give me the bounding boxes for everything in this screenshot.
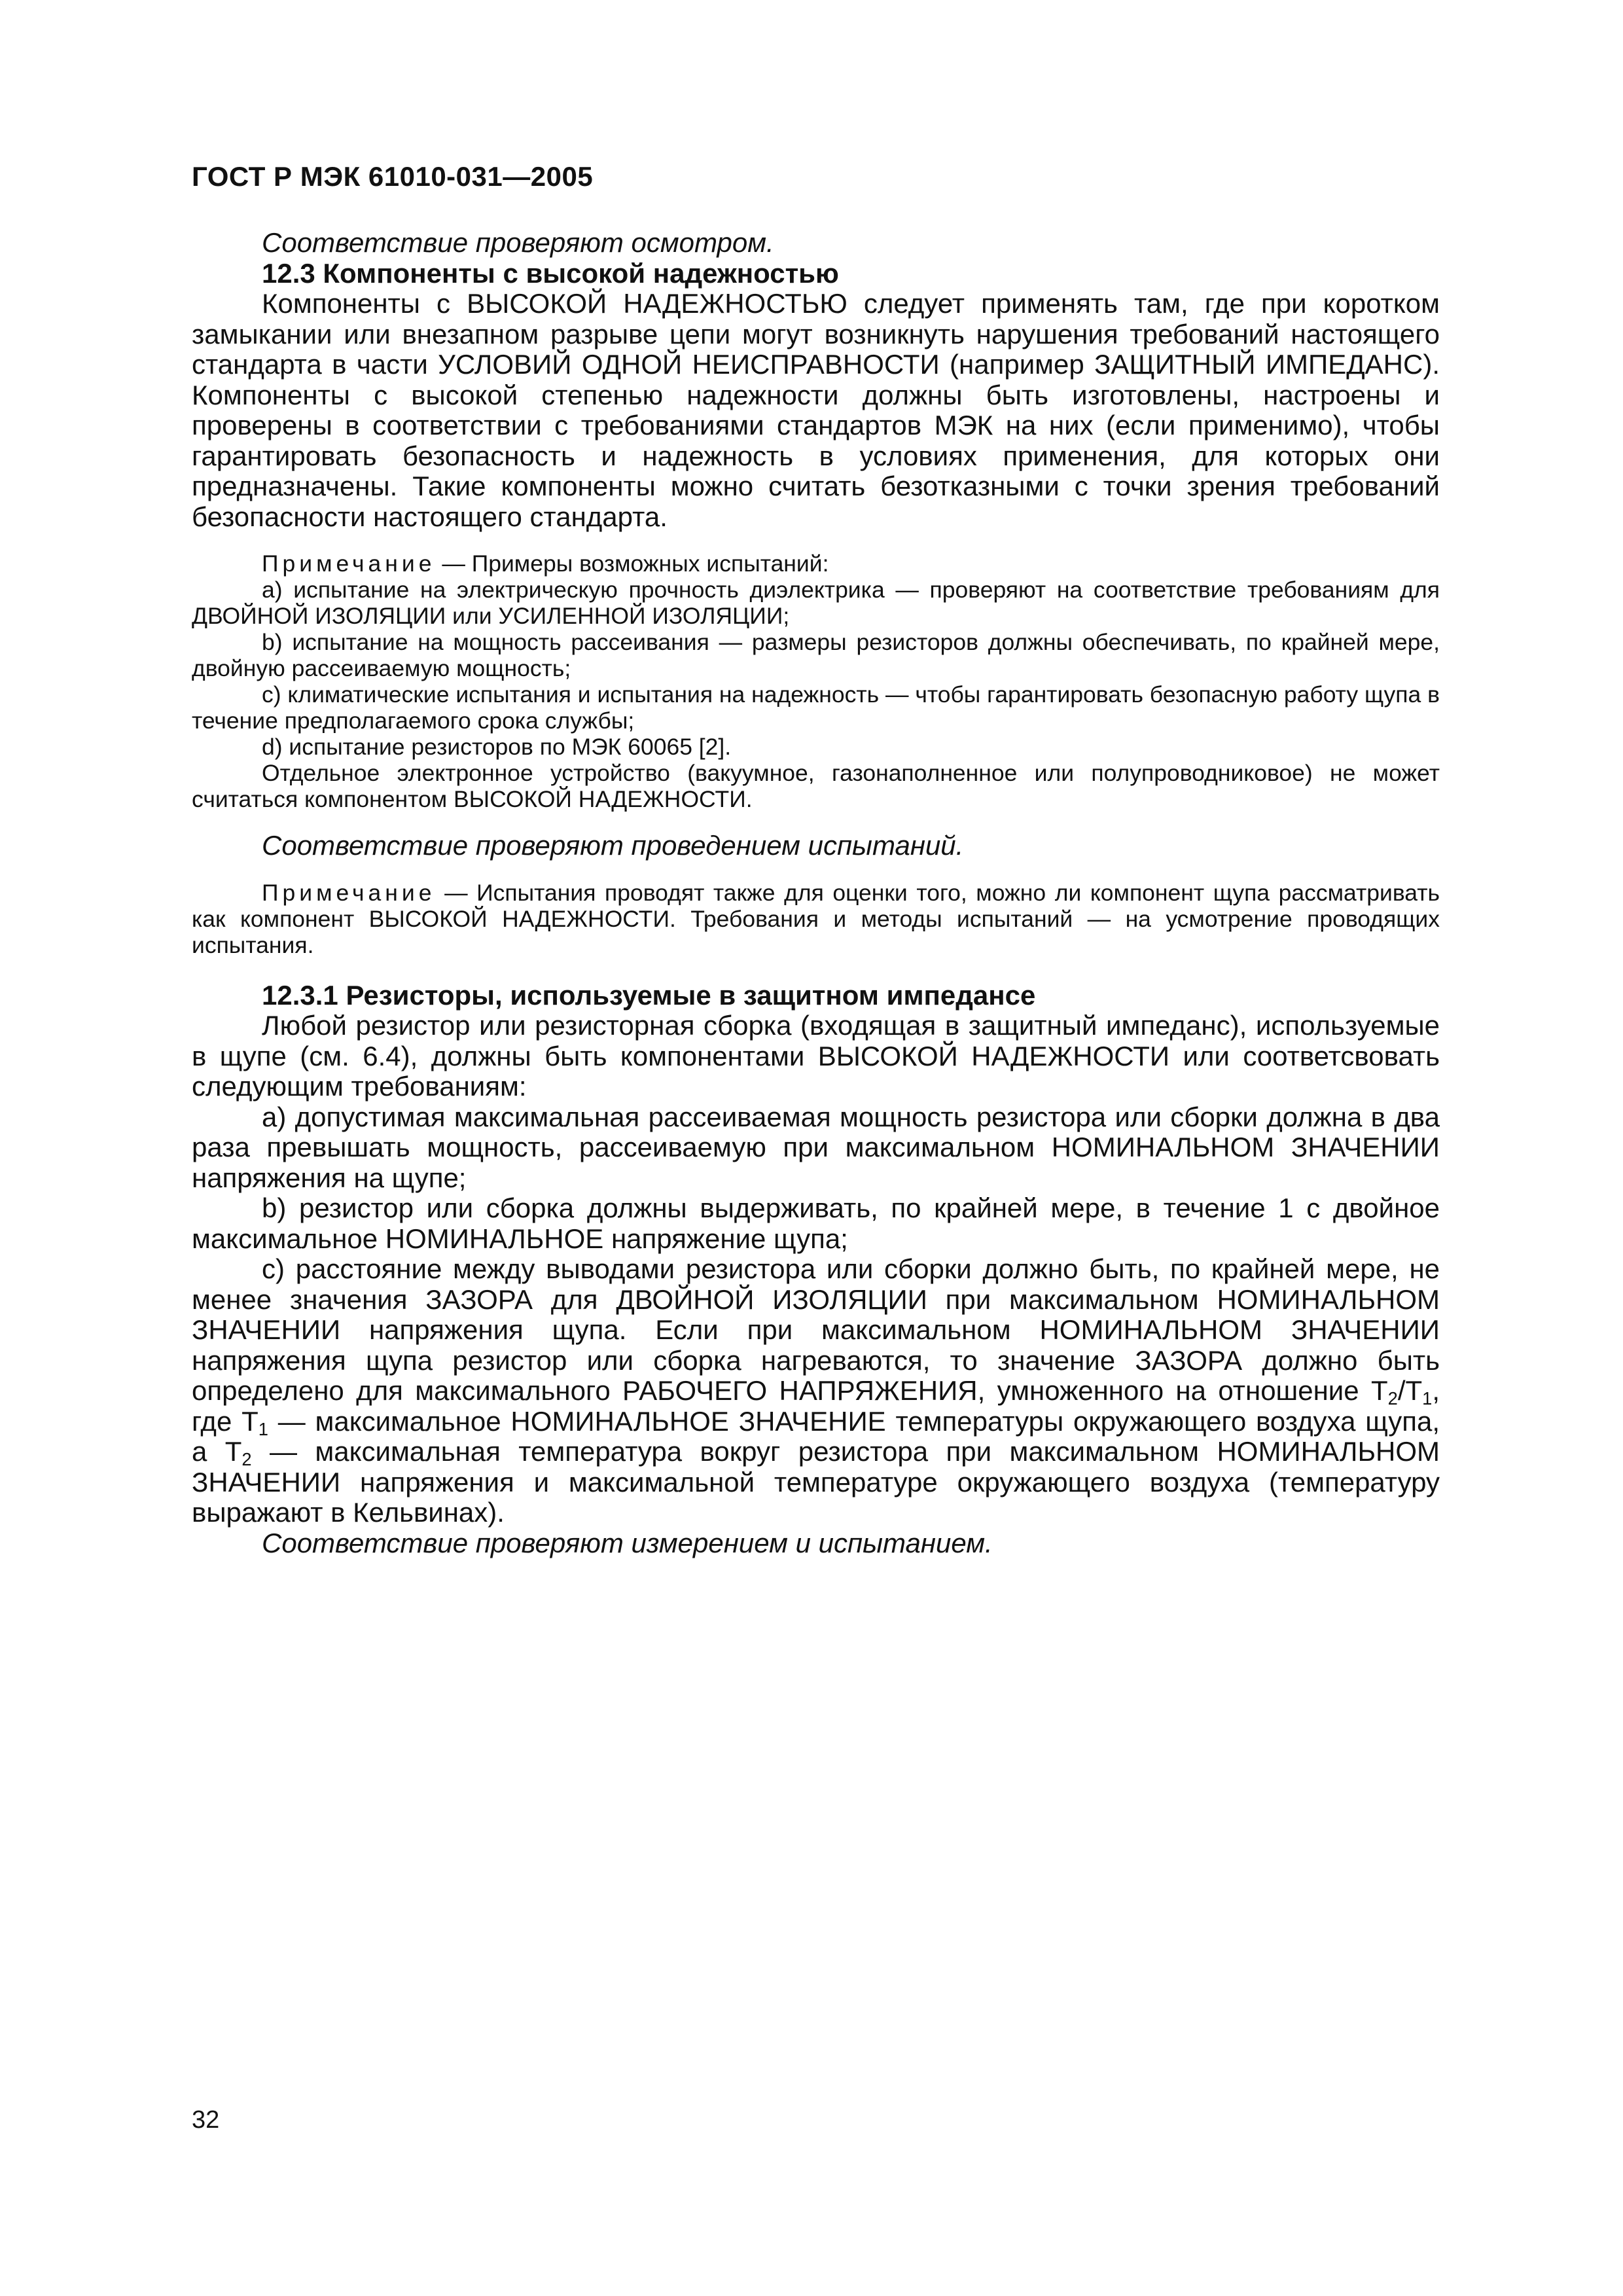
subscript-2: 2 <box>1387 1388 1398 1408</box>
compliance-inspection: Соответствие проверяют осмотром. <box>262 227 774 258</box>
note-1-item-c: c) климатические испытания и испытания на надежность — чтобы гарантировать безопасную работу щупа в течение предполагаемого срока службы; <box>192 681 1440 734</box>
document-body <box>192 228 1440 1558</box>
note-2 <box>192 880 1440 958</box>
paragraph-high-reliability: Компоненты с ВЫСОКОЙ НАДЕЖНОСТЬЮ следует применять там, где при коротком замыкании или внезапном разрыве цепи могут возникнуть нарушения требований настоящего стандарта в части УСЛОВИЙ ОДНОЙ НЕИСПРАВНОСТИ (например ЗАЩИТНЫЙ ИМПЕДАНС). Компоненты с высокой степенью надежности должны быть изготовлены, настроены и проверены в соответствии с требованиями стандартов МЭК на них (если применимо), чтобы гарантировать безопасность и надежность в условиях применения, для которых они предназначены. Такие компоненты можно считать безотказными с точки зрения требований безопасности настоящего стандарта. <box>192 288 1440 532</box>
compliance-testing: Соответствие проверяют проведением испытаний. <box>262 830 964 861</box>
subscript-2-b: 2 <box>241 1448 252 1469</box>
document-header: ГОСТ Р МЭК 61010-031—2005 <box>192 161 594 192</box>
item-c-part-5: — максимальная температура вокруг резистора при максимальном НОМИНАЛЬНОМ ЗНАЧЕНИИ напряжения и максимальной температуре окружающего воздуха (температуру выражают в Кельвинах). <box>192 1436 1440 1528</box>
section-heading-12-3-1: 12.3.1 Резисторы, используемые в защитном импедансе <box>262 979 1036 1011</box>
section-heading-12-3: 12.3 Компоненты с высокой надежностью <box>262 257 839 289</box>
note-1-item-a: a) испытание на электрическую прочность диэлектрика — проверяют на соответствие требованиям для ДВОЙНОЙ ИЗОЛЯЦИИ или УСИЛЕННОЙ ИЗОЛЯЦИИ; <box>192 577 1440 629</box>
resistors-item-b: b) резистор или сборка должны выдерживать, по крайней мере, в течение 1 с двойное максимальное НОМИНАЛЬНОЕ напряжение щупа; <box>192 1193 1440 1254</box>
note-1-text: — Примеры возможных испытаний: <box>435 550 829 577</box>
item-c-part-4: — максимальное НОМИНАЛЬНОЕ ЗНАЧЕНИЕ температуры окружающего воздуха щупа, а T <box>192 1405 1440 1467</box>
note-1-item-b: b) испытание на мощность рассеивания — размеры резисторов должны обеспечивать, по крайней мере, двойную рассеиваемую мощность; <box>192 629 1440 681</box>
note-2-label: Примечание <box>262 879 436 906</box>
subscript-1: 1 <box>1422 1388 1433 1408</box>
note-1-extra: Отдельное электронное устройство (вакуумное, газонаполненное или полупроводниковое) не может считаться компонентом ВЫСОКОЙ НАДЕЖНОСТИ. <box>192 760 1440 812</box>
page-number: 32 <box>192 2106 220 2134</box>
note-2-text: — Испытания проводят также для оценки того, можно ли компонент щупа рассматривать как компонент ВЫСОКОЙ НАДЕЖНОСТИ. Требования и методы испытаний — на усмотрение проводящих испытания. <box>192 879 1440 958</box>
note-1-label: Примечание <box>262 550 436 577</box>
note-1-item-d: d) испытание резисторов по МЭК 60065 [2]. <box>262 734 732 760</box>
item-c-part-2: /T <box>1397 1375 1423 1406</box>
resistors-item-a: a) допустимая максимальная рассеиваемая мощность резистора или сборки должна в два раза превышать мощность, рассеиваемую при максимальном НОМИНАЛЬНОМ ЗНАЧЕНИИ напряжения на щупе; <box>192 1101 1440 1193</box>
compliance-measurement: Соответствие проверяют измерением и испытанием. <box>262 1527 993 1558</box>
resistors-item-c <box>192 1254 1440 1528</box>
item-c-part-1: c) расстояние между выводами резистора или сборки должно быть, по крайней мере, не менее значения ЗАЗОРА для ДВОЙНОЙ ИЗОЛЯЦИИ при максимальном НОМИНАЛЬНОМ ЗНАЧЕНИИ напряжения щупа. Если при максимальном НОМИНАЛЬНОМ ЗНАЧЕНИИ напряжения щупа резистор или сборка нагреваются, то значение ЗАЗОРА должно быть определено для максимального РАБОЧЕГО НАПРЯЖЕНИЯ, умноженного на отношение T <box>192 1253 1440 1406</box>
item-c-part-3: , где T <box>192 1375 1440 1437</box>
paragraph-resistors: Любой резистор или резисторная сборка (входящая в защитный импеданс), используемые в щупе (см. 6.4), должны быть компонентами ВЫСОКОЙ НАДЕЖНОСТИ или соответсвовать следующим требованиям: <box>192 1010 1440 1102</box>
note-1 <box>192 550 1440 577</box>
subscript-1-b: 1 <box>258 1418 268 1439</box>
